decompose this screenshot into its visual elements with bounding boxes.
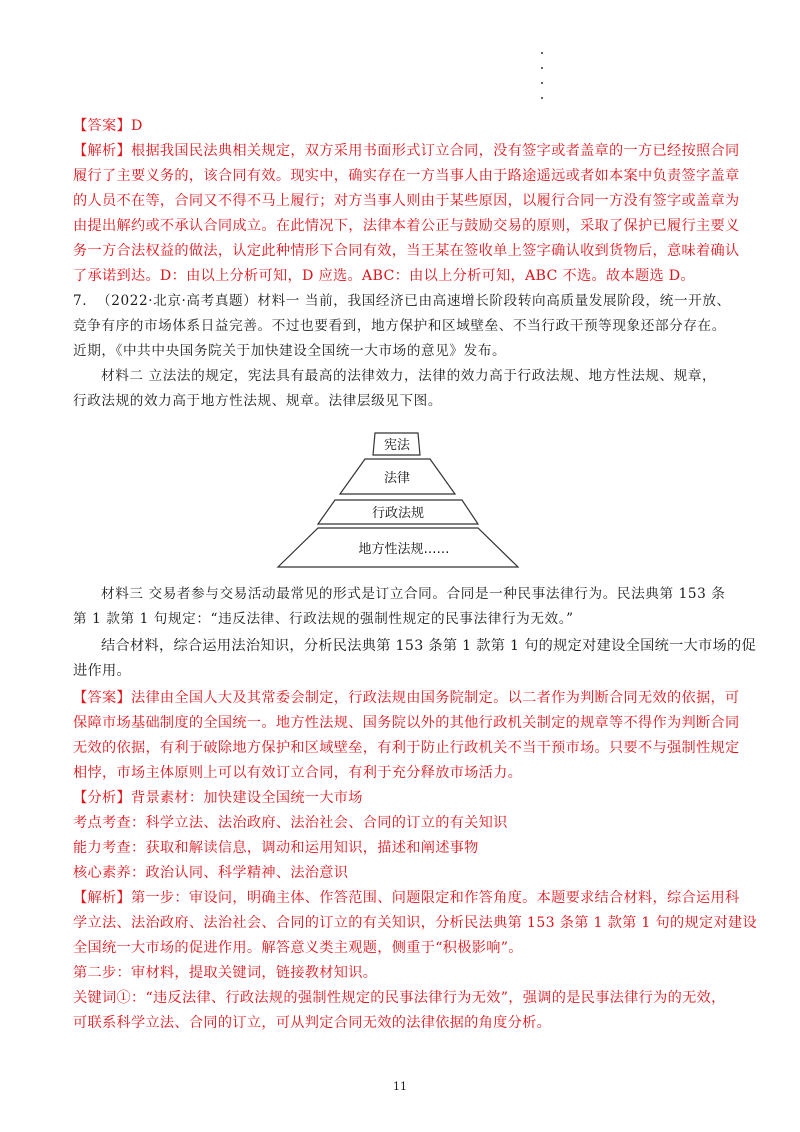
material2-line: 行政法规的效力高于地方性法规、规章。法律层级见下图。 — [73, 393, 443, 409]
prompt-line: 进作用。 — [73, 663, 131, 679]
explanation-label: 【解析】 — [73, 890, 131, 906]
pyramid-label: 宪法 — [383, 438, 411, 453]
explanation-text: 第一步：审设问，明确主体、作答范围、问题限定和作答角度。本题要求结合材料，综合运用科 — [130, 890, 740, 906]
kaodian-line: 考点考查：科学立法、法治政府、法治社会、合同的订立的有关知识 — [73, 815, 508, 831]
page-number: 11 — [393, 1080, 407, 1093]
answer-text: 法律由全国人大及其常委会制定，行政法规由国务院制定。以二者作为判断合同无效的依据，可 — [130, 690, 740, 706]
analysis-prev-line: 履行了主要义务的，该合同有效。现实中，确实存在一方当事人由于路途遥远或者如本案中负责签字盖章 — [73, 168, 740, 184]
analysis-prev-line: 由提出解约或不承认合同成立。在此情况下，法律本着公正与鼓励交易的原则，采取了保护已履行主要义 — [73, 218, 740, 234]
question-number: 7. — [73, 293, 88, 309]
prompt-line: 结合材料，综合运用法治知识，分析民法典第 153 条第 1 款第 1 句的规定对建设全国统一大市场的促 — [101, 638, 756, 654]
material1-line: 近期，《中共中央国务院关于加快建设全国统一大市场的意见》发布。 — [73, 343, 507, 359]
material1-line: 竞争有序的市场体系日益完善。不过也要看到，地方保护和区域壁垒、不当行政干预等现象还部分存在。 — [73, 318, 726, 334]
analysis-prev-line: 了承诺到达。D：由以上分析可知，D 应选。ABC：由以上分析可知，ABC 不选。故本题选 D。 — [73, 268, 695, 284]
answer-line: 保障市场基础制度的全国统一。地方性法规、国务院以外的其他行政机关制定的规章等不得作为判断合同 — [73, 715, 740, 731]
question-source: （2022·北京·高考真题） — [97, 293, 258, 309]
analysis-section-line — [73, 788, 733, 808]
answer-line: 无效的依据，有利于破除地方保护和区域壁垒，有利于防止行政机关不当干预市场。只要不与强制性规定 — [73, 740, 740, 756]
analysis-prev-line: 的人员不在等，合同又不得不马上履行；对方当事人则由于某些原因，以履行合同一方没有签字或盖章为 — [73, 193, 740, 209]
explanation-line: 学立法、法治政府、法治社会、合同的订立的有关知识，分析民法典第 153 条第 1 款第 1 句的规定对建设 — [73, 915, 757, 931]
explanation-line: 可联系科学立法、合同的订立，可从判定合同无效的法律依据的角度分析。 — [73, 1015, 552, 1031]
pyramid-label: 地方性法规…… — [358, 542, 450, 557]
explanation-line: 第二步：审材料，提取关键词，链接教材知识。 — [73, 965, 378, 981]
material3-line: 第 1 款第 1 句规定：“违反法律、行政法规的强制性规定的民事法律行为无效。” — [73, 611, 574, 627]
analysis-section-label: 【分析】 — [73, 790, 131, 806]
analysis-prev-line: 务一方合法权益的做法，认定此种情形下合同有效，当王某在签收单上签字确认收到货物后，意味着确认 — [73, 243, 740, 259]
explanation-line: 关键词①：“违反法律、行政法规的强制性规定的民事法律行为无效”，强调的是民事法律行为的无效， — [73, 990, 726, 1006]
material3-line: 材料三 交易者参与交易活动最常见的形式是订立合同。合同是一种民事法律行为。民法典第 153 条 — [101, 586, 726, 602]
answer-prev-value: D — [130, 118, 143, 134]
material1-line: 材料一 当前，我国经济已由高速增长阶段转向高质量发展阶段，统一开放、 — [257, 293, 731, 309]
answer-line: 相悖，市场主体原则上可以有效订立合同，有利于充分释放市场活力。 — [73, 765, 523, 781]
explanation-line — [73, 888, 740, 908]
answer-line — [73, 688, 740, 708]
analysis-prev-label: 【解析】 — [73, 143, 131, 159]
explanation-line: 全国统一大市场的促进作用。解答意义类主观题，侧重于“积极影响”。 — [73, 940, 523, 956]
answer-prev-label: 【答案】 — [73, 118, 131, 134]
suyang-line: 核心素养：政治认同、科学精神、法治意识 — [73, 865, 349, 881]
analysis-prev-text: 根据我国民法典相关规定，双方采用书面形式订立合同，没有签字或者盖章的一方已经按照合同 — [130, 143, 740, 159]
nengli-line: 能力考查：获取和解读信息，调动和运用知识，描述和阐述事物 — [73, 840, 479, 856]
background-material: 背景素材：加快建设全国统一大市场 — [130, 790, 363, 806]
answer-label: 【答案】 — [73, 690, 131, 706]
pyramid-label: 行政法规 — [371, 506, 425, 521]
pyramid-label: 法律 — [383, 471, 411, 486]
material2-line: 材料二 立法法的规定，宪法具有最高的法律效力，法律的效力高于行政法规、地方性法规、规章， — [101, 368, 717, 384]
